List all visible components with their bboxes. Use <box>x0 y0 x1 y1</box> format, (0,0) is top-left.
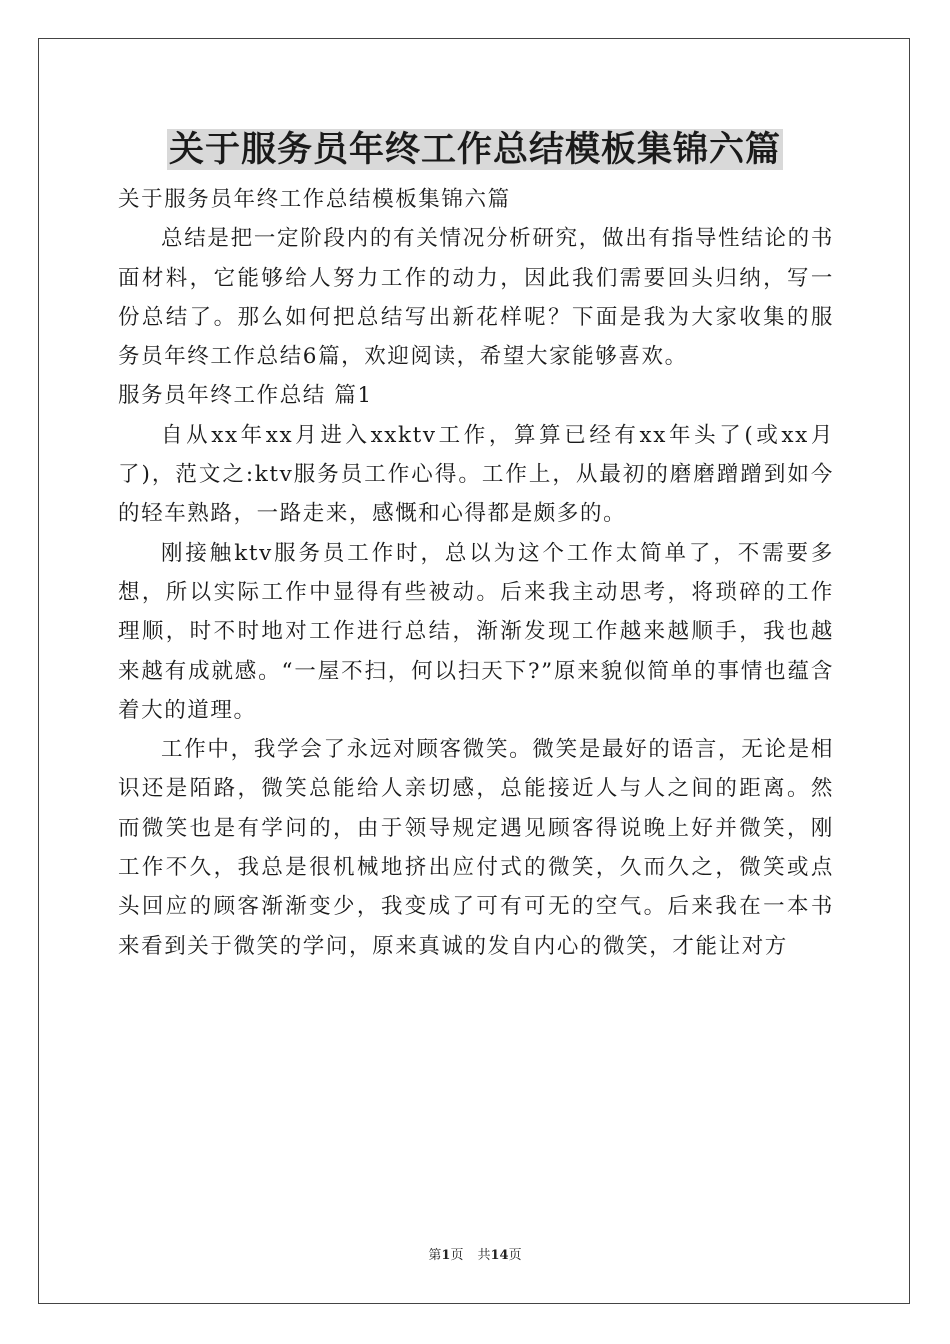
body-paragraph: 自从xx年xx月进入xxktv工作，算算已经有xx年头了(或xx月了)，范文之:ktv服务员工作心得。工作上，从最初的磨磨蹭蹭到如今的轻车熟路，一路走来，感慨和心得都是颇多的。 <box>118 422 834 527</box>
page-suffix: 页 <box>450 1248 464 1263</box>
total-prefix: 共 <box>477 1248 491 1263</box>
current-page-number: 1 <box>441 1248 451 1263</box>
subtitle-paragraph: 关于服务员年终工作总结模板集锦六篇 <box>118 187 511 212</box>
document-title-text: 关于服务员年终工作总结模板集锦六篇 <box>168 129 781 170</box>
page-prefix: 第 <box>428 1248 442 1263</box>
section-heading: 服务员年终工作总结 篇1 <box>118 383 373 409</box>
intro-paragraph: 总结是把一定阶段内的有关情况分析研究，做出有指导性结论的书面材料，它能够给人努力工作的动力，因此我们需要回头归纳，写一份总结了。那么如何把总结写出新花样呢？下面是我为大家收集的服务员年终工作总结6篇，欢迎阅读，希望大家能够喜欢。 <box>118 226 834 370</box>
document-title <box>0 124 950 176</box>
page-number-footer <box>0 1246 950 1266</box>
document-body <box>118 180 834 966</box>
total-suffix: 页 <box>508 1248 522 1263</box>
body-paragraph: 刚接触ktv服务员工作时，总以为这个工作太简单了，不需要多想，所以实际工作中显得有些被动。后来我主动思考，将琐碎的工作理顺，时不时地对工作进行总结，渐渐发现工作越来越顺手，我也越来越有成就感。“一屋不扫，何以扫天下?”原来貌似简单的事情也蕴含着大的道理。 <box>118 540 834 723</box>
body-paragraph: 工作中，我学会了永远对顾客微笑。微笑是最好的语言，无论是相识还是陌路，微笑总能给人亲切感，总能接近人与人之间的距离。然而微笑也是有学问的，由于领导规定遇见顾客得说晚上好并微笑，刚工作不久，我总是很机械地挤出应付式的微笑，久而久之，微笑或点头回应的顾客渐渐变少，我变成了可有可无的空气。后来我在一本书来看到关于微笑的学问，原来真诚的发自内心的微笑，才能让对方 <box>118 737 834 959</box>
total-pages-number: 14 <box>490 1248 509 1263</box>
